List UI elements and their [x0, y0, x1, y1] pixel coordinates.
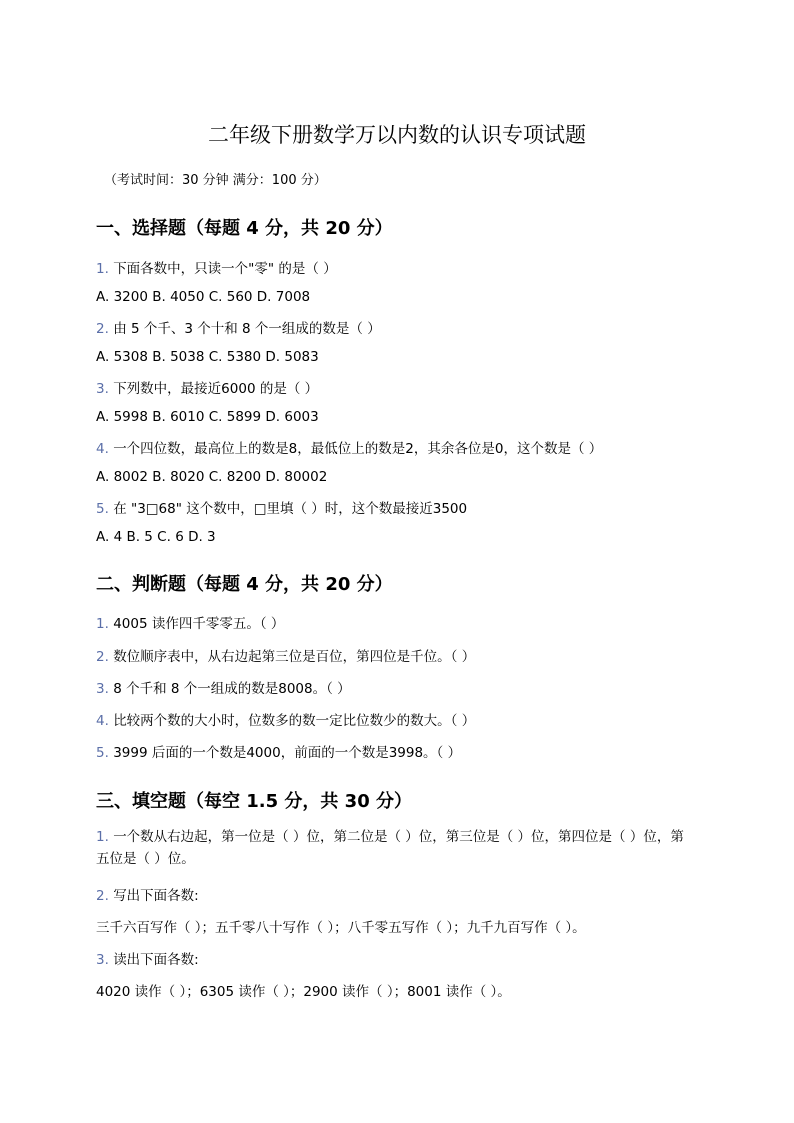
question-text: 写出下面各数:: [113, 888, 199, 904]
question-number: 2.: [96, 888, 109, 904]
choice-question-3: [96, 377, 318, 397]
question-text: 比较两个数的大小时，位数多的数一定比位数少的数大。（ ）: [113, 713, 476, 729]
question-number: 2.: [96, 321, 109, 337]
question-number: 1.: [96, 829, 109, 845]
section-heading-choice: 一、选择题（每题 4 分，共 20 分）: [96, 218, 393, 239]
question-text: 数位顺序表中，从右边起第三位是百位，第四位是千位。（ ）: [113, 649, 476, 665]
question-text: 读出下面各数:: [113, 952, 199, 968]
question-text: 一个数从右边起，第一位是（ ）位，第二位是（ ）位，第三位是（ ）位，第四位是（ ）位，第五位是（ ）位。: [96, 829, 684, 867]
judge-question-3: [96, 677, 351, 697]
choice-options-2: A. 5308 B. 5038 C. 5380 D. 5083: [96, 349, 319, 365]
judge-question-5: [96, 741, 461, 761]
question-number: 1.: [96, 261, 109, 277]
question-text: 8 个千和 8 个一组成的数是8008。（ ）: [113, 681, 351, 697]
question-text: 在 "3□68" 这个数中，□里填（ ）时，这个数最接近3500: [113, 501, 468, 517]
choice-options-1: A. 3200 B. 4050 C. 560 D. 7008: [96, 289, 311, 305]
fill-question-3-line: 4020 读作（ ）；6305 读作（ ）；2900 读作（ ）；8001 读作（ ）。: [96, 984, 511, 1000]
question-number: 3.: [96, 952, 109, 968]
fill-question-2: [96, 884, 199, 904]
question-number: 5.: [96, 745, 109, 761]
choice-options-3: A. 5998 B. 6010 C. 5899 D. 6003: [96, 409, 319, 425]
question-number: 3.: [96, 681, 109, 697]
question-text: 下列数中，最接近6000 的是（ ）: [113, 381, 319, 397]
question-number: 3.: [96, 381, 109, 397]
choice-question-5: [96, 497, 467, 517]
question-text: 由 5 个千、3 个十和 8 个一组成的数是（ ）: [113, 321, 381, 337]
question-text: 下面各数中，只读一个"零" 的是（ ）: [113, 261, 337, 277]
choice-question-1: [96, 257, 337, 277]
exam-meta: （考试时间：30 分钟 满分：100 分）: [104, 173, 327, 188]
page-title: 二年级下册数学万以内数的认识专项试题: [208, 123, 586, 147]
section-heading-judge: 二、判断题（每题 4 分，共 20 分）: [96, 574, 393, 595]
choice-question-2: [96, 317, 381, 337]
judge-question-1: [96, 612, 284, 632]
question-text: 4005 读作四千零零五。（ ）: [113, 616, 285, 632]
judge-question-2: [96, 645, 475, 665]
section-heading-fill: 三、填空题（每空 1.5 分，共 30 分）: [96, 791, 413, 812]
question-number: 1.: [96, 616, 109, 632]
question-number: 2.: [96, 649, 109, 665]
fill-question-1: [96, 826, 696, 870]
choice-options-5: A. 4 B. 5 C. 6 D. 3: [96, 529, 216, 545]
question-text: 3999 后面的一个数是4000，前面的一个数是3998。（ ）: [113, 745, 462, 761]
fill-question-2-line: 三千六百写作（ ）；五千零八十写作（ ）；八千零五写作（ ）；九千九百写作（ ）。: [96, 920, 586, 936]
choice-options-4: A. 8002 B. 8020 C. 8200 D. 80002: [96, 469, 328, 485]
question-number: 4.: [96, 441, 109, 457]
fill-question-3: [96, 948, 199, 968]
question-number: 4.: [96, 713, 109, 729]
choice-question-4: [96, 437, 602, 457]
question-text: 一个四位数，最高位上的数是8，最低位上的数是2，其余各位是0，这个数是（ ）: [113, 441, 603, 457]
question-number: 5.: [96, 501, 109, 517]
judge-question-4: [96, 709, 475, 729]
